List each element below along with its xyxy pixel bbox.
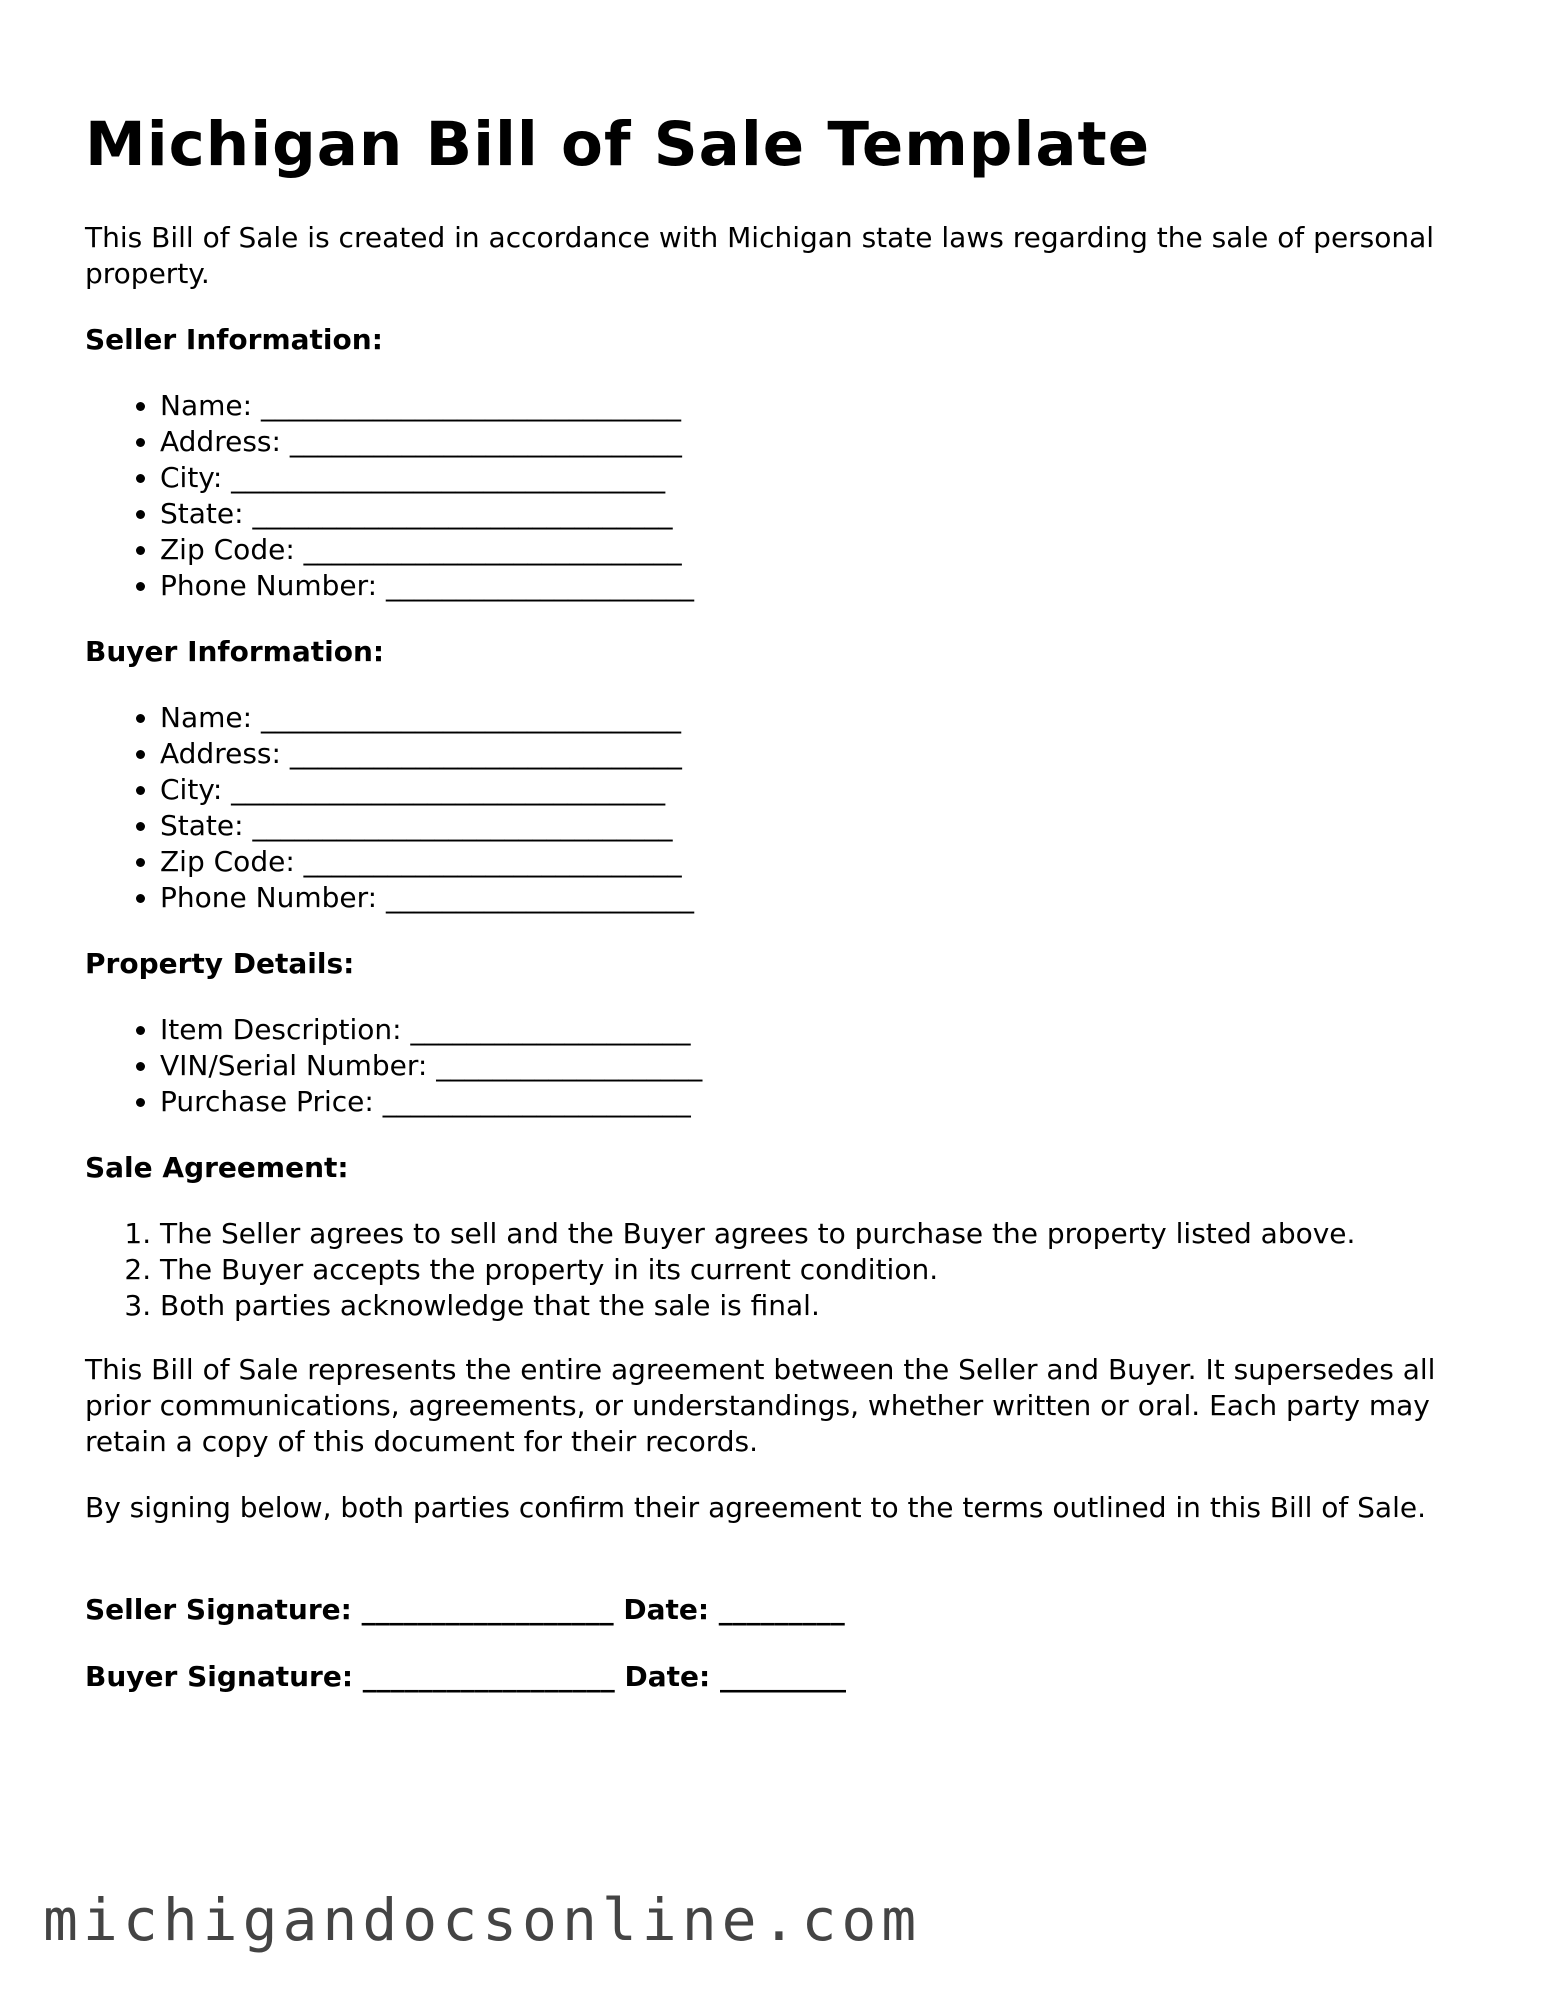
buyer-city-field: • City: _______________________________: [160, 772, 1465, 808]
seller-name-field: • Name: ______________________________: [160, 388, 1465, 424]
seller-section: [85, 322, 1465, 604]
seller-signature-line: Seller Signature: __________________ Date: _________: [85, 1593, 845, 1626]
seller-city-field: • City: _______________________________: [160, 460, 1465, 496]
property-heading: Property Details:: [85, 947, 355, 980]
seller-zip-field: • Zip Code: ___________________________: [160, 532, 1465, 568]
confirmation-paragraph: By signing below, both parties confirm their agreement to the terms outlined in this Bill of Sale.: [85, 1491, 1426, 1524]
intro-paragraph: This Bill of Sale is created in accordance with Michigan state laws regarding the sale of personal property.: [85, 221, 1435, 290]
watermark-text: michigandocsonline.com: [43, 1886, 922, 1954]
agreement-section: [85, 1150, 1465, 1324]
agreement-term: 2. The Buyer accepts the property in its current condition.: [160, 1252, 1465, 1288]
agreement-term: 1. The Seller agrees to sell and the Buyer agrees to purchase the property listed above.: [160, 1216, 1465, 1252]
buyer-address-field: • Address: ____________________________: [160, 736, 1465, 772]
buyer-zip-field: • Zip Code: ___________________________: [160, 844, 1465, 880]
buyer-fields-list: [85, 700, 1465, 916]
buyer-signature-block: [85, 1659, 1465, 1695]
buyer-heading: Buyer Information:: [85, 635, 385, 668]
seller-fields-list: [85, 388, 1465, 604]
property-fields-list: [85, 1012, 1465, 1120]
seller-address-field: • Address: ____________________________: [160, 424, 1465, 460]
seller-signature-block: [85, 1592, 1465, 1628]
purchase-price-field: • Purchase Price: ______________________: [160, 1084, 1465, 1120]
intro-block: [85, 220, 1465, 292]
buyer-signature-line: Buyer Signature: __________________ Date: _________: [85, 1660, 846, 1693]
agreement-term: 3. Both parties acknowledge that the sale is final.: [160, 1288, 1465, 1324]
seller-heading: Seller Information:: [85, 323, 383, 356]
property-section: [85, 946, 1465, 1120]
document-title: Michigan Bill of Sale Template: [85, 109, 1151, 180]
agreement-heading: Sale Agreement:: [85, 1151, 349, 1184]
vin-serial-field: • VIN/Serial Number: ___________________: [160, 1048, 1465, 1084]
buyer-name-field: • Name: ______________________________: [160, 700, 1465, 736]
item-description-field: • Item Description: ____________________: [160, 1012, 1465, 1048]
buyer-phone-field: • Phone Number: ______________________: [160, 880, 1465, 916]
buyer-section: [85, 634, 1465, 916]
buyer-state-field: • State: ______________________________: [160, 808, 1465, 844]
seller-state-field: • State: ______________________________: [160, 496, 1465, 532]
seller-phone-field: • Phone Number: ______________________: [160, 568, 1465, 604]
confirmation-block: [85, 1490, 1465, 1526]
entire-agreement-paragraph: This Bill of Sale represents the entire agreement between the Seller and Buyer. It supersedes all prior communications, agreements, or understandings, whether written or oral. Each party may retain a copy of this document for their records.: [85, 1353, 1436, 1458]
entire-agreement-block: [85, 1352, 1465, 1460]
agreement-terms-list: [85, 1216, 1465, 1324]
